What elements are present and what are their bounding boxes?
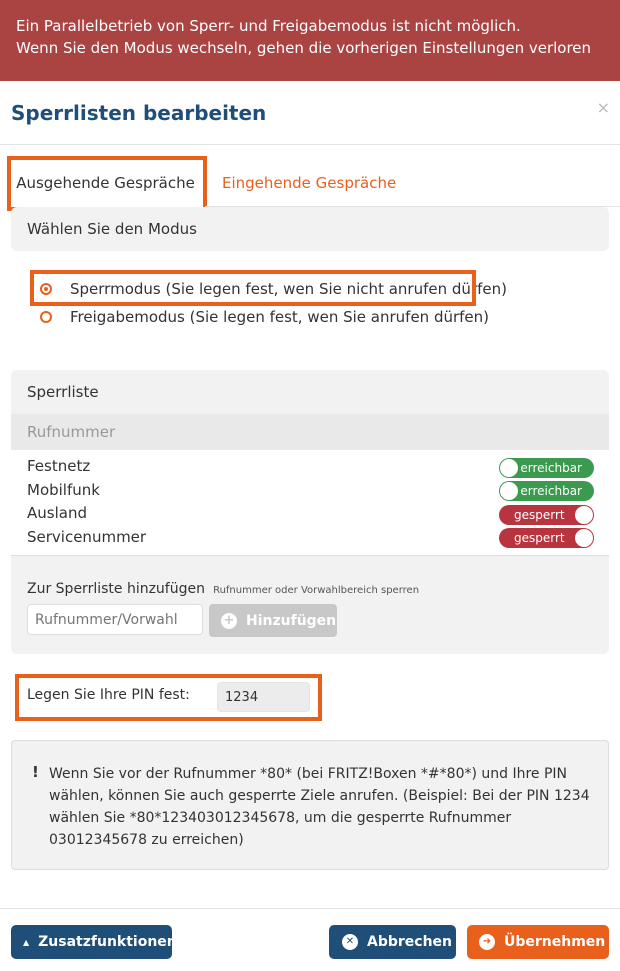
pin-input[interactable]: 1234 xyxy=(217,682,310,712)
header-divider xyxy=(0,144,620,145)
column-header-number: Rufnummer xyxy=(27,423,116,441)
close-circle-icon: ✕ xyxy=(342,934,358,950)
blocklist-column-header xyxy=(11,414,609,450)
toggle-landline-status: erreichbar xyxy=(520,461,582,475)
caret-up-icon: ▲ xyxy=(23,937,30,947)
toggle-knob xyxy=(500,482,518,500)
pin-label: Legen Sie Ihre PIN fest: xyxy=(27,687,190,703)
plus-circle-icon: + xyxy=(221,613,237,629)
add-button-label: Hinzufügen xyxy=(246,612,337,629)
toggle-international-status: gesperrt xyxy=(514,508,565,522)
warning-line-1: Ein Parallelbetrieb von Sperr- und Freigabemodus ist nicht möglich. xyxy=(16,17,521,35)
blocklist-heading: Sperrliste xyxy=(27,383,99,401)
warning-banner xyxy=(0,0,620,81)
toggle-landline[interactable] xyxy=(499,458,594,478)
apply-button[interactable] xyxy=(467,925,609,959)
cancel-label: Abbrechen xyxy=(367,934,453,950)
toggle-international[interactable] xyxy=(499,505,594,525)
highlight-tab xyxy=(7,156,207,211)
radio-allow-mode-label: Freigabemodus (Sie legen fest, wen Sie anrufen dürfen) xyxy=(70,308,490,326)
tab-incoming-calls[interactable]: Eingehende Gespräche xyxy=(222,174,397,192)
row-label-international: Ausland xyxy=(27,504,87,522)
radio-unselected-icon[interactable] xyxy=(40,311,52,323)
footer-divider xyxy=(0,908,620,909)
toggle-mobile-status: erreichbar xyxy=(520,484,582,498)
additional-functions-label: Zusatzfunktionen xyxy=(38,934,177,950)
toggle-knob xyxy=(575,506,593,524)
additional-functions-button[interactable] xyxy=(11,925,177,959)
cancel-button[interactable] xyxy=(329,925,456,959)
toggle-mobile[interactable] xyxy=(499,481,594,501)
info-box xyxy=(11,740,609,870)
add-title-row xyxy=(27,578,419,597)
toggle-knob xyxy=(500,459,518,477)
apply-label: Übernehmen xyxy=(504,934,606,950)
info-text: Wenn Sie vor der Rufnummer *80* (bei FRITZ!Boxen *#*80*) und Ihre PIN wählen, können Sie auch gesperrte Ziele anrufen. (Beispiel: Bei der PIN 1234 wählen Sie *80*123403012345678, um die gesperrte Rufnummer 03012345678 zu erreichen) xyxy=(49,766,590,848)
blocklist-heading-panel xyxy=(11,370,609,414)
exclamation-icon: ! xyxy=(32,763,39,781)
radio-block-mode-label: Sperrmodus (Sie legen fest, wen Sie nicht anrufen dürfen) xyxy=(70,280,507,298)
mode-heading-panel xyxy=(11,207,609,251)
row-label-landline: Festnetz xyxy=(27,457,91,475)
add-hint: Rufnummer oder Vorwahlbereich sperren xyxy=(213,585,420,596)
add-title: Zur Sperrliste hinzufügen xyxy=(27,581,205,597)
toggle-service-status: gesperrt xyxy=(514,531,565,545)
toggle-service[interactable] xyxy=(499,528,594,548)
row-label-mobile: Mobilfunk xyxy=(27,481,100,499)
add-button[interactable] xyxy=(209,604,337,637)
close-icon[interactable]: × xyxy=(596,98,610,117)
dialog-title: Sperrlisten bearbeiten xyxy=(11,101,267,125)
number-input[interactable] xyxy=(27,604,203,635)
mode-heading: Wählen Sie den Modus xyxy=(27,220,197,238)
highlight-block-mode xyxy=(30,270,476,306)
row-label-service: Servicenummer xyxy=(27,528,147,546)
toggle-knob xyxy=(575,529,593,547)
radio-allow-mode[interactable] xyxy=(40,307,489,327)
arrow-right-circle-icon: ➜ xyxy=(479,934,495,950)
highlight-pin xyxy=(15,674,322,721)
tab-outgoing-calls[interactable]: Ausgehende Gespräche xyxy=(16,174,195,192)
warning-line-2: Wenn Sie den Modus wechseln, gehen die vorherigen Einstellungen verloren xyxy=(16,39,592,57)
